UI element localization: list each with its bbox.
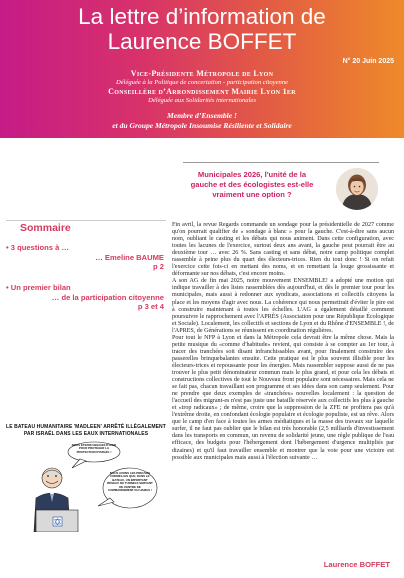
caption-line-2: PAR ISRAËL DANS LES EAUX INTERNATIONALES bbox=[23, 430, 149, 437]
portrait-image bbox=[336, 168, 378, 210]
sommaire-heading: Sommaire bbox=[20, 222, 71, 234]
role-vice-president-sub: Déléguée à la Politique de concertation - participation citoyenne bbox=[115, 79, 289, 86]
title-line-1: La lettre d’information de bbox=[78, 4, 326, 29]
toc-item[interactable] bbox=[6, 283, 164, 312]
membership-line-1: Membre d’Ensemble ! bbox=[166, 111, 238, 120]
cartoon-bubble-2: NOUS AVONS LES PREUVES FORMELLES QUE, DANS LE BATEAU, UN IMPORTANT RÉSEAU DE TUNNELS SERVANT DE CENTRE DE COMMANDEMENT DU HAMAS ! bbox=[107, 472, 153, 493]
cartoon-illustration bbox=[6, 440, 166, 532]
article-paragraph: Pour tout le NFP à Lyon et dans la Métropole cela devrait être la même chose. Mais la petite musique du «comme d'habitude» revient, qui consiste à se compter au 1er tour, à tracer des tranchées soit disant infranchissables avant, pour finalement construire des passerelles brinquebalantes ensuite. Cette pratique est le plus souvent illisible pour les électeurs-trices et repoussante pour les énergies. Mais rassembler suppose aussi de ne pas trouver le plus petit dénominateur commun mais le plus grand, et pour cela les débats et constructions collectives de tout le Nouveau front populaire sont nécessaires. Mais cela ne se fait pas, chacun travaillant son programme et ses idées dans son camp seulement. Pour ne prendre que deux exemples de «tranchées» nouvelles localement : la question de l'accueil des migrant-es n'est pas juste une bataille réservée aux collectifs les plus à gauche et «trop radicaux» ; de même, croire que la suppression de la ZFE ne profitera pas qu'à l'extrême droite, en confondant écologie populaire et écologie populiste, est un rêve. Alors que le camp d'en face à toutes les armes médiatiques et la masse des travaux sur laquelle surfer, il ne faut pas oublier que le bilan est très honorable (2,5 milliards d'investissement dans les transports en commun, un revenu de solidarité jeune, une règle publique de l'eau efficace, des budgets pour l'hébergement dont l'hébergement d'urgence multipliés par dizaines) et qu'il faut travailler ensemble et montrer que la voie pour une victoire est possible aux municipales mais aussi à l'élection suivante … bbox=[172, 334, 394, 461]
role-councillor: Conseillère d’Arrondissement Mairie Lyon 1er bbox=[108, 87, 296, 96]
toc-item-title: • Un premier bilan bbox=[6, 283, 71, 292]
caption-line-1: LE BATEAU HUMANITAIRE 'MADLEEN' ARRÊTÉ ILLÉGALEMENT bbox=[6, 424, 166, 430]
membership-line-2: et du Groupe Métropole Insoumise Résiliente et Solidaire bbox=[112, 121, 292, 130]
cartoon-caption bbox=[6, 424, 166, 437]
article-paragraph: Fin avril, la revue Regards commande un sondage pour la présidentielle de 2027 comme qu'on pourrait qualifier de « sondage à blanc » pour la gauche. C'est-à-dire sans aucun nom, oubliant le casting et les débats qui nous animent. Dans cette configuration, avec toutes les lacunes de l'exercice, surtout deux ans avant, la gauche peut pourrait être au deuxième tour … avec 26 %. Sans casting et sans débat, notre camp politique complet rassemble à peine plus du quart des électeurs-trices. Rien du tout donc ! Si on refait l'exercice cette fois-ci en mettant des noms, et en remettant la louge grossissante et déformante sur nos débats, c'est encore moins. bbox=[172, 222, 394, 278]
feature-title[interactable]: Municipales 2026, l'unité de la gauche et des écologistes est-elle vraiment une option ? bbox=[190, 170, 314, 199]
roles-block bbox=[0, 69, 404, 105]
title-line-2: Laurence BOFFET bbox=[107, 29, 297, 54]
newsletter-title bbox=[0, 4, 404, 54]
toc-item[interactable] bbox=[6, 243, 164, 272]
membership-block bbox=[0, 111, 404, 131]
cartoon-bubble-1: NOUS ÉTIONS OBLIGÉS D'AGIR POUR PROTÉGER LA PROTECTION D'ISRAËL ! bbox=[71, 444, 117, 454]
header-banner bbox=[0, 0, 404, 138]
toc-item-page: p 3 et 4 bbox=[137, 302, 164, 311]
toc-item-title: • 3 questions à … bbox=[6, 243, 70, 252]
author-signature: Laurence BOFFET bbox=[323, 560, 390, 569]
toc-item-subtitle: … Emeline BAUME bbox=[95, 252, 164, 262]
toc-item-subtitle: … de la participation citoyenne bbox=[51, 292, 164, 302]
article-body bbox=[172, 222, 394, 462]
author-photo bbox=[336, 168, 378, 210]
sidebar-divider bbox=[6, 220, 166, 221]
toc-item-page: p 2 bbox=[153, 262, 164, 271]
role-councillor-sub: Déléguée aux Solidarités internationales bbox=[148, 97, 256, 104]
feature-divider bbox=[183, 162, 379, 163]
issue-number: N° 20 Juin 2025 bbox=[342, 58, 394, 65]
role-vice-president: Vice-Présidente Métropole de Lyon bbox=[130, 69, 274, 78]
article-paragraph: A son AG de fin mai 2025, notre mouvement ENSEMBLE! a adopté une motion qui indique travailler à des listes rassemblées dès aujourd'hui, et dès le premier tour pour les municipales, mais aussi à redonner aux syndicats, associations et collectifs citoyens la place et les moyens d'agir avec nous. La cohérence qui nous permettrait d'éviter le pire est à construire maintenant à toutes les échelles. L'AG a également détaillé comment poursuivre le rapprochement avec l'APRÈS (Association pour une République Écologique et Sociale). Localement, les collectifs et sections de Lyon et du Rhône d'ENSEMBLE !, de l'APRES, de Générations se réunissent en coordination régulières. bbox=[172, 278, 394, 334]
